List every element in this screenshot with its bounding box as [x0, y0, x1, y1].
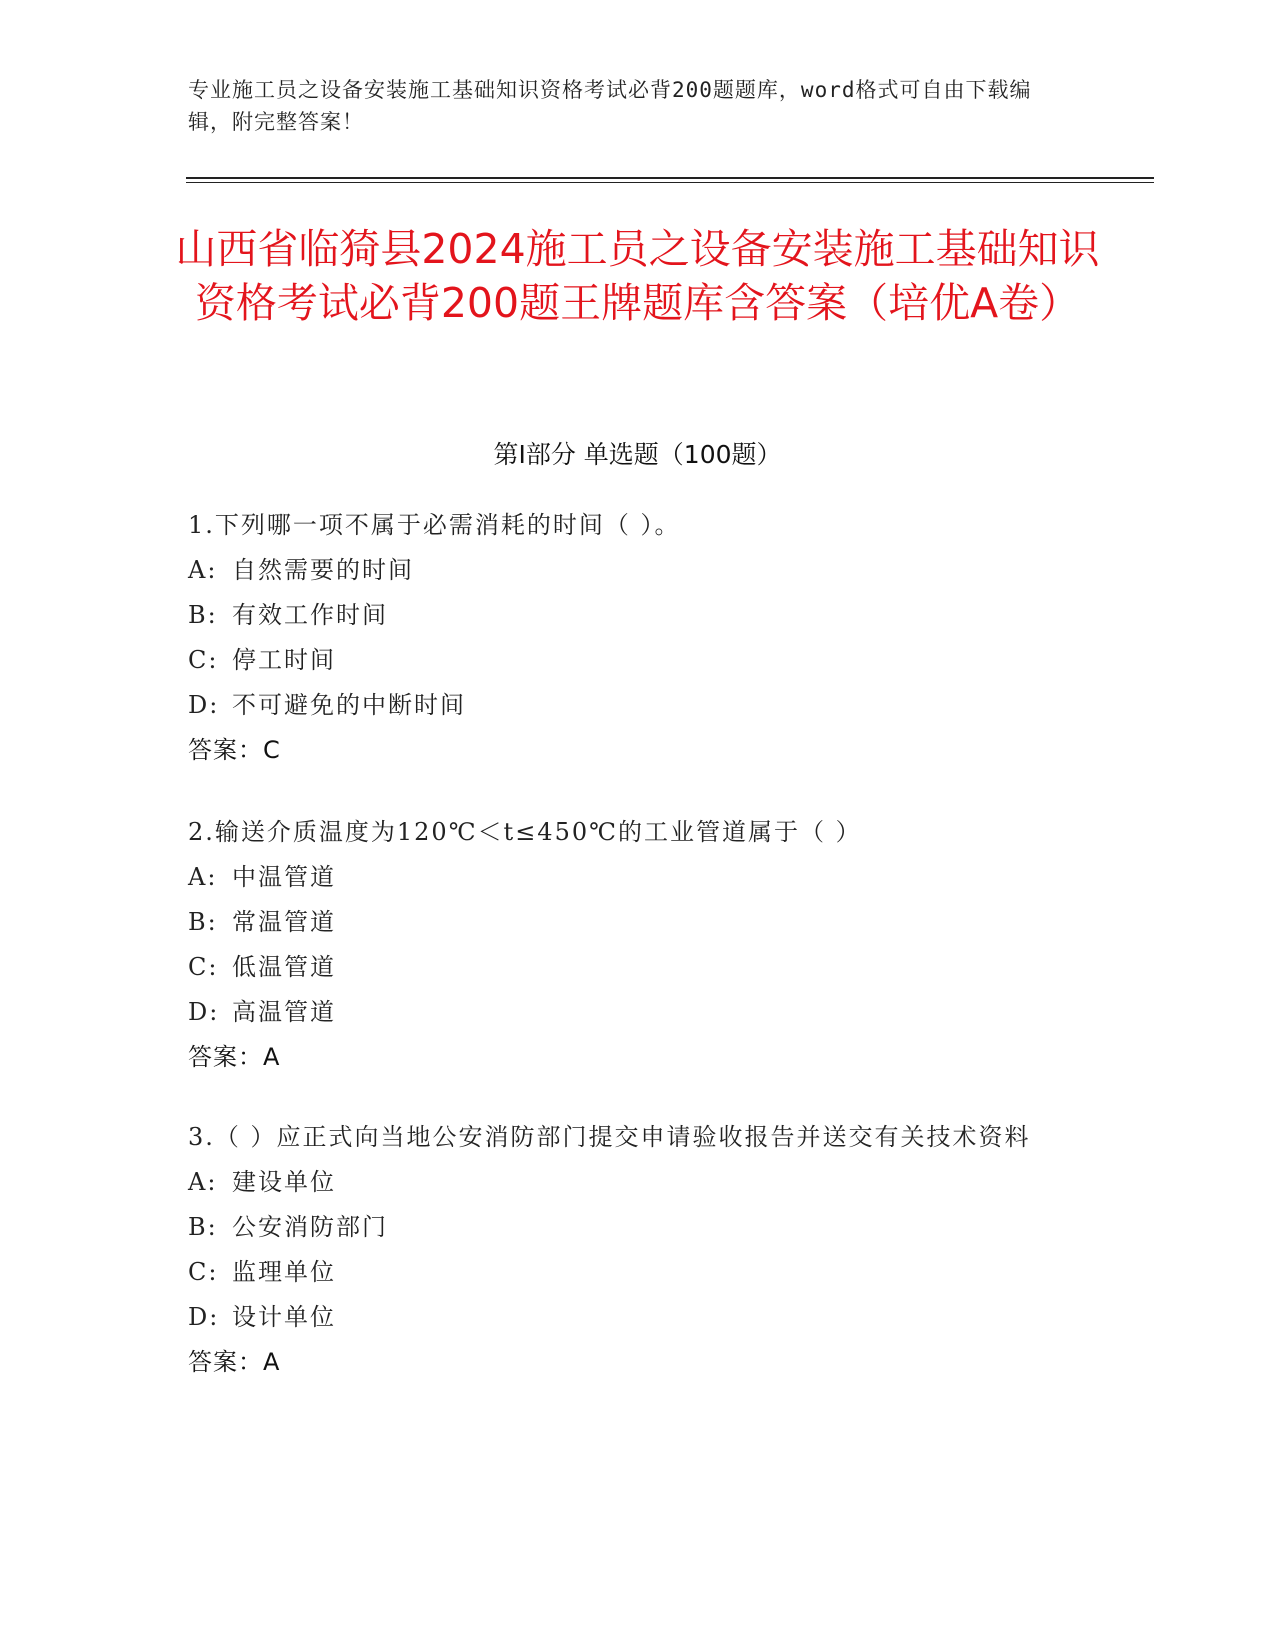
option-b	[188, 593, 1088, 638]
answer-line	[188, 1340, 1058, 1385]
option-a	[188, 548, 1088, 593]
option-key: C:	[188, 953, 219, 981]
option-d	[188, 1295, 1058, 1340]
option-key: B:	[188, 1213, 218, 1241]
answer-value: A	[263, 1348, 281, 1376]
question-2	[188, 810, 1088, 1080]
answer-line	[188, 728, 1088, 773]
answer-value: C	[263, 736, 281, 764]
option-text: 自然需要的时间	[232, 556, 414, 584]
question-3	[188, 1115, 1058, 1385]
option-text: 高温管道	[232, 998, 336, 1026]
option-text: 常温管道	[232, 908, 336, 936]
option-key: A:	[188, 1168, 218, 1196]
question-stem: 3.（ ）应正式向当地公安消防部门提交申请验收报告并送交有关技术资料	[188, 1123, 1031, 1151]
option-key: A:	[188, 863, 218, 891]
answer-line	[188, 1035, 1088, 1080]
header-note: 专业施工员之设备安装施工基础知识资格考试必背200题题库，word格式可自由下载编辑，附完整答案！	[188, 78, 1032, 134]
option-key: B:	[188, 908, 218, 936]
option-key: C:	[188, 646, 219, 674]
option-text: 有效工作时间	[232, 601, 388, 629]
question-1	[188, 503, 1088, 773]
option-text: 停工时间	[232, 646, 336, 674]
answer-label: 答案：	[188, 1043, 263, 1071]
option-key: B:	[188, 601, 218, 629]
option-a	[188, 855, 1088, 900]
answer-value: A	[263, 1043, 281, 1071]
option-text: 中温管道	[232, 863, 336, 891]
option-c	[188, 945, 1088, 990]
question-stem: 2.输送介质温度为120℃＜t≤450℃的工业管道属于（ ）	[188, 818, 862, 846]
option-text: 低温管道	[232, 953, 336, 981]
document-title: 山西省临猗县2024施工员之设备安装施工基础知识资格考试必背200题王牌题库含答案（培优A卷）	[175, 225, 1100, 327]
option-text: 建设单位	[232, 1168, 336, 1196]
question-stem: 1.下列哪一项不属于必需消耗的时间（ ）。	[188, 511, 681, 539]
option-b	[188, 900, 1088, 945]
answer-label: 答案：	[188, 1348, 263, 1376]
option-key: A:	[188, 556, 218, 584]
option-c	[188, 638, 1088, 683]
option-text: 公安消防部门	[232, 1213, 388, 1241]
answer-label: 答案：	[188, 736, 263, 764]
option-d	[188, 990, 1088, 1035]
option-key: D:	[188, 1303, 220, 1331]
section-heading: 第I部分 单选题（100题）	[493, 440, 782, 469]
option-b	[188, 1205, 1058, 1250]
option-a	[188, 1160, 1058, 1205]
option-text: 监理单位	[232, 1258, 336, 1286]
header-divider-thick	[186, 177, 1154, 179]
option-c	[188, 1250, 1058, 1295]
option-text: 不可避免的中断时间	[232, 691, 466, 719]
option-key: D:	[188, 998, 220, 1026]
option-text: 设计单位	[232, 1303, 336, 1331]
header-divider-thin	[186, 182, 1154, 183]
option-key: D:	[188, 691, 220, 719]
option-key: C:	[188, 1258, 219, 1286]
option-d	[188, 683, 1088, 728]
